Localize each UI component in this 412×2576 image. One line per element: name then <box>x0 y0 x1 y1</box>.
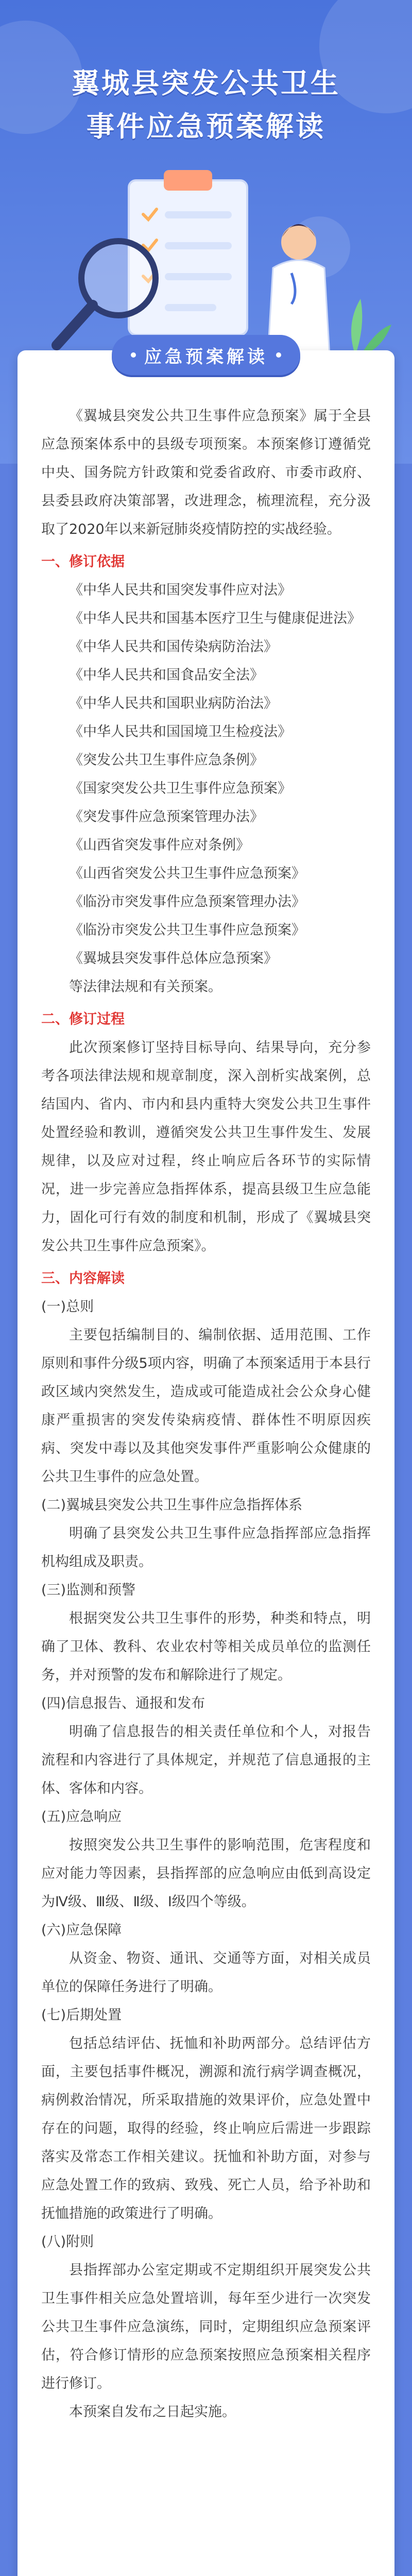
section-heading: 一、修订依据 <box>41 554 125 570</box>
ribbon-dot <box>131 352 136 358</box>
law-item: 《国家突发公共卫生事件应急预案》 <box>69 781 291 796</box>
subsection-title: (五)应急响应 <box>41 1809 122 1825</box>
subsection-title: (六)应急保障 <box>41 1922 122 1938</box>
section-heading: 二、修订过程 <box>41 1011 125 1027</box>
subsection-body: 从资金、物资、通讯、交通等方面，对相关成员单位的保障任务进行了明确。 <box>41 1951 371 1995</box>
subsection-body: 县指挥部办公室定期或不定期组织开展突发公共卫生事件相关应急处置培训，每年至少进行一次突发公共卫生事件应急演练，同时，定期组织应急预案评估，符合修订情形的应急预案按照应急预案相关程序进行修订。 <box>41 2262 371 2392</box>
law-item: 《临汾市突发公共卫生事件应急预案》 <box>69 922 305 938</box>
effective-statement: 本预案自发布之日起实施。 <box>69 2404 236 2420</box>
law-item: 《翼城县突发事件总体应急预案》 <box>69 951 278 967</box>
article-body <box>41 402 371 2426</box>
subsection-body: 明确了县突发公共卫生事件应急指挥部应急指挥机构组成及职责。 <box>41 1526 371 1570</box>
intro-paragraph: 《翼城县突发公共卫生事件应急预案》属于全县应急预案体系中的县级专项预案。本预案修订遵循党中央、国务院方针政策和党委省政府、市委市政府、县委县政府决策部署，改进理念，梳理流程，充分汲取了2020年以来新冠肺炎疫情防控的实战经验。 <box>41 408 371 537</box>
subsection-title: (八)附则 <box>41 2234 94 2250</box>
law-item: 《临汾市突发事件应急预案管理办法》 <box>69 894 305 910</box>
law-item: 《突发公共卫生事件应急条例》 <box>69 752 264 768</box>
subsection-body: 明确了信息报告的相关责任单位和个人，对报告流程和内容进行了具体规定，并规范了信息通报的主体、客体和内容。 <box>41 1724 371 1797</box>
subsection-body: 主要包括编制目的、编制依据、适用范围、工作原则和事件分级5项内容，明确了本预案适用于本县行政区域内突然发生，造成或可能造成社会公众身心健康严重损害的突发传染病疫情、群体性不明原因疾病、突发中毒以及其他突发事件严重影响公众健康的公共卫生事件的应急处置。 <box>41 1327 371 1485</box>
law-item: 《突发事件应急预案管理办法》 <box>69 809 264 825</box>
ribbon-label: 应急预案解读 <box>144 346 268 367</box>
law-item: 《中华人民共和国食品安全法》 <box>69 667 264 683</box>
page-title <box>0 62 412 148</box>
law-item: 《山西省突发事件应对条例》 <box>69 837 250 853</box>
subsection-title: (三)监测和预警 <box>41 1582 136 1598</box>
title-line-2: 事件应急预案解读 <box>87 110 325 143</box>
law-item: 《中华人民共和国突发事件应对法》 <box>69 582 291 598</box>
subsection-title: (一)总则 <box>41 1299 94 1315</box>
section-ribbon <box>112 335 300 375</box>
title-line-1: 翼城县突发公共卫生 <box>72 67 340 99</box>
content-card <box>18 346 394 2576</box>
subsection-title: (四)信息报告、通报和发布 <box>41 1696 205 1711</box>
subsection-body: 根据突发公共卫生事件的形势，种类和特点，明确了卫体、教科、农业农村等相关成员单位的监测任务，并对预警的发布和解除进行了规定。 <box>41 1611 371 1683</box>
law-item: 《中华人民共和国国境卫生检疫法》 <box>69 724 291 740</box>
subsection-body: 包括总结评估、抚恤和补助两部分。总结评估方面，主要包括事件概况，溯源和流行病学调查概况，病例救治情况，所采取措施的效果评价，应急处置中存在的问题，取得的经验，终止响应后需进一步跟踪落实及常态工作相关建议。抚恤和补助方面，对参与应急处置工作的致病、致残、死亡人员，给予补助和抚恤措施的政策进行了明确。 <box>41 2036 371 2222</box>
section-heading: 三、内容解读 <box>41 1270 125 1286</box>
law-item: 《中华人民共和国职业病防治法》 <box>69 696 278 711</box>
laws-closing: 等法律法规和有关预案。 <box>69 979 222 995</box>
subsection-title: (七)后期处置 <box>41 2007 122 2023</box>
subsection-title: (二)翼城县突发公共卫生事件应急指挥体系 <box>41 1497 303 1513</box>
law-item: 《中华人民共和国基本医疗卫生与健康促进法》 <box>69 611 361 626</box>
law-item: 《中华人民共和国传染病防治法》 <box>69 639 278 655</box>
ribbon-dot <box>276 352 281 358</box>
law-item: 《山西省突发公共卫生事件应急预案》 <box>69 866 305 882</box>
subsection-body: 按照突发公共卫生事件的影响范围，危害程度和应对能力等因素，县指挥部的应急响应由低到高设定为Ⅳ级、Ⅲ级、Ⅱ级、Ⅰ级四个等级。 <box>41 1837 371 1910</box>
process-paragraph: 此次预案修订坚持目标导向、结果导向，充分参考各项法律法规和规章制度，深入剖析实战案例，总结国内、省内、市内和县内重特大突发公共卫生事件处置经验和教训，遵循突发公共卫生事件发生、发展规律，以及应对过程，终止响应后各环节的实际情况，进一步完善应急指挥体系，提高县级卫生应急能力，固化可行有效的制度和机制，形成了《翼城县突发公共卫生事件应急预案》。 <box>41 1040 371 1254</box>
